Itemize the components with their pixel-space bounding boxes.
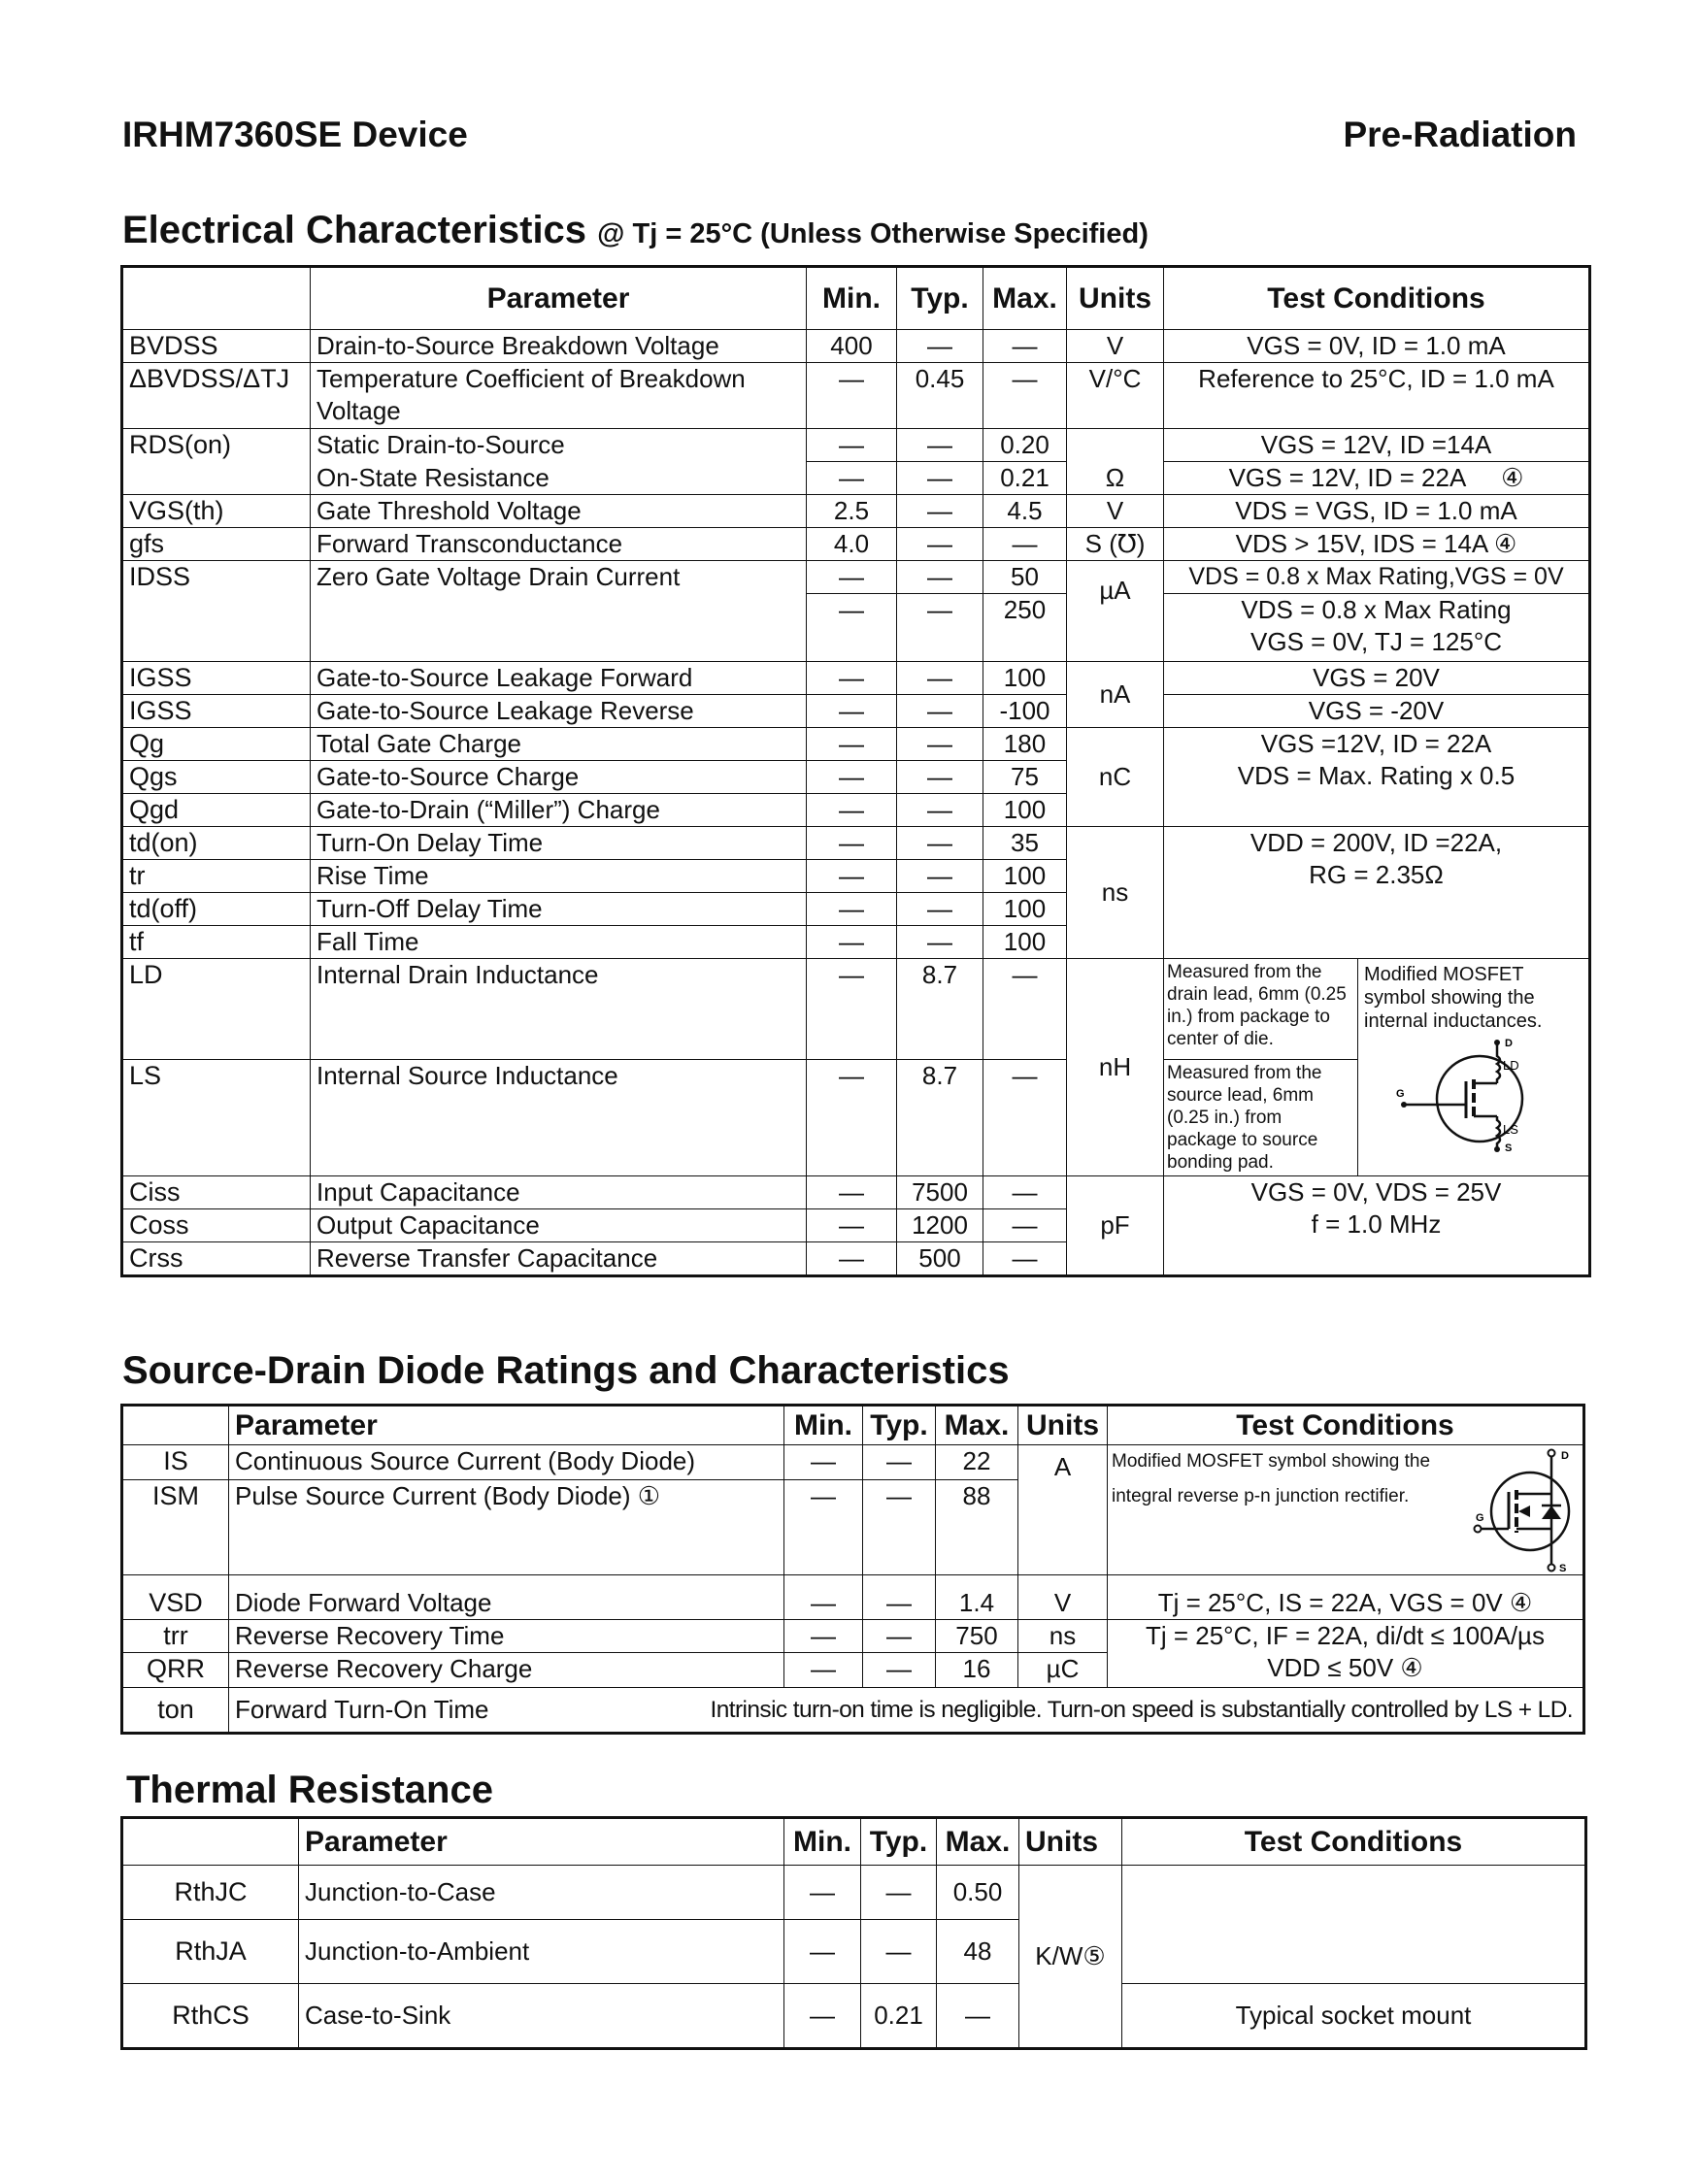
min-cell: — [784, 1866, 861, 1920]
header-units: Units [1067, 268, 1164, 330]
table-row [123, 1984, 1585, 2048]
header-min: Min. [807, 268, 897, 330]
max-cell: 100 [983, 860, 1067, 893]
typ-cell: — [897, 794, 983, 827]
units-cell: nH [1067, 959, 1164, 1176]
typ-cell: — [897, 594, 983, 662]
table-row [123, 695, 1589, 728]
label-s: S [1559, 1563, 1567, 1573]
condition-line: RG = 2.35Ω [1309, 860, 1444, 889]
parameter-cell: On-State Resistance [311, 462, 807, 495]
symbol-cell: Ciss [123, 1176, 311, 1209]
max-cell: 4.5 [983, 495, 1067, 528]
symbol-cell: gfs [123, 528, 311, 561]
header-max: Max. [983, 268, 1067, 330]
electrical-section-title [122, 209, 1149, 252]
condition-cell: Reference to 25°C, ID = 1.0 mA [1164, 363, 1589, 429]
max-cell: — [983, 959, 1067, 1060]
parameter-cell: Reverse Recovery Time [229, 1620, 784, 1653]
condition-cell: VDS > 15V, IDS = 14A ④ [1164, 528, 1589, 561]
units-cell: A [1018, 1445, 1108, 1575]
condition-line: VGS =12V, ID = 22A [1260, 729, 1492, 758]
condition-text: VGS = 12V, ID =14A [1260, 430, 1492, 459]
parameter-cell: Gate-to-Drain (“Miller”) Charge [311, 794, 807, 827]
max-cell: — [983, 528, 1067, 561]
symbol-cell: RDS(on) [123, 429, 311, 495]
gate-terminal [1401, 1102, 1407, 1108]
max-cell: 100 [983, 926, 1067, 959]
typ-cell: — [897, 330, 983, 363]
header-parameter: Parameter [311, 268, 807, 330]
units-cell: V/°C [1067, 363, 1164, 429]
typ-cell: 1200 [897, 1209, 983, 1242]
symbol-cell: Coss [123, 1209, 311, 1242]
device-title: IRHM7360SE Device [122, 115, 468, 154]
max-cell: 50 [983, 561, 1067, 594]
symbol-cell: ISM [123, 1480, 229, 1575]
symbol-cell: tr [123, 860, 311, 893]
condition-cell [1164, 594, 1589, 662]
min-cell: 2.5 [807, 495, 897, 528]
condition-cell: VGS = 20V [1164, 662, 1589, 695]
typ-cell: 0.21 [861, 1984, 937, 2048]
units-cell: nC [1067, 728, 1164, 827]
footnote-marker: ④ [1501, 463, 1524, 492]
min-cell: — [807, 462, 897, 495]
units-cell: V [1067, 495, 1164, 528]
label-ld: LD [1502, 1058, 1519, 1073]
min-cell: — [807, 1209, 897, 1242]
table-row [123, 561, 1589, 594]
symbol-cell: RthCS [123, 1984, 299, 2048]
parameter-cell: Static Drain-to-Source [311, 429, 807, 462]
max-cell: 250 [983, 594, 1067, 662]
parameter-cell: Temperature Coefficient of Breakdown Voltage [311, 363, 807, 429]
max-cell: 75 [983, 761, 1067, 794]
units-cell: V [1018, 1575, 1108, 1620]
label-g: G [1395, 1088, 1405, 1100]
symbol-cell: VGS(th) [123, 495, 311, 528]
symbol-cell: LS [123, 1060, 311, 1176]
table-row [123, 1445, 1583, 1480]
parameter-cell: Gate-to-Source Leakage Forward [311, 662, 807, 695]
typ-cell: — [861, 1866, 937, 1920]
parameter-cell: Turn-On Delay Time [311, 827, 807, 860]
table-row [123, 528, 1589, 561]
label-ls: LS [1502, 1122, 1518, 1137]
parameter-cell: Rise Time [311, 860, 807, 893]
max-cell: — [983, 363, 1067, 429]
table-row [123, 330, 1589, 363]
typ-cell: — [863, 1445, 936, 1480]
symbol-cell: LD [123, 959, 311, 1060]
gate-terminal [1475, 1526, 1482, 1533]
diode-header-row [123, 1406, 1583, 1445]
table-row [123, 429, 1589, 462]
typ-cell: — [897, 926, 983, 959]
table-row [123, 1575, 1583, 1620]
symbol-cell: IDSS [123, 561, 311, 662]
header-typ: Typ. [861, 1819, 937, 1866]
typ-cell: — [863, 1480, 936, 1575]
table-row [123, 827, 1589, 860]
symbol-cell: RthJA [123, 1920, 299, 1984]
typ-cell: — [897, 528, 983, 561]
symbol-cell: IGSS [123, 662, 311, 695]
condition-cell [1122, 1866, 1585, 1984]
header-min: Min. [784, 1819, 861, 1866]
max-cell: — [983, 330, 1067, 363]
diode-symbol-note [1112, 1449, 1461, 1509]
diode-symbol-cell [1108, 1445, 1583, 1575]
condition-cell: VGS = -20V [1164, 695, 1589, 728]
ton-note: Intrinsic turn-on time is negligible. Turn-on speed is substantially controlled by LS + LD. [710, 1697, 1573, 1723]
min-cell: — [807, 429, 897, 462]
typ-cell: 0.45 [897, 363, 983, 429]
ton-row-cell [229, 1688, 1583, 1733]
min-cell: — [807, 594, 897, 662]
symbol-cell: ton [123, 1688, 229, 1733]
source-terminal [1494, 1146, 1500, 1152]
condition-line: f = 1.0 MHz [1311, 1209, 1442, 1239]
thermal-section-title: Thermal Resistance [126, 1769, 493, 1811]
typ-cell: — [897, 429, 983, 462]
drain-terminal [1549, 1450, 1555, 1457]
min-cell: — [807, 363, 897, 429]
header-max: Max. [937, 1819, 1019, 1866]
condition-cell [1164, 462, 1589, 495]
typ-cell: — [897, 495, 983, 528]
condition-line: VDS = Max. Rating x 0.5 [1237, 761, 1516, 790]
min-cell: 400 [807, 330, 897, 363]
max-cell: 1.4 [936, 1575, 1018, 1620]
symbol-cell: td(off) [123, 893, 311, 926]
header-units: Units [1018, 1406, 1108, 1445]
inductance-symbol-cell [1358, 959, 1589, 1176]
label-d: D [1561, 1450, 1569, 1462]
condition-text: VGS = 12V, ID = 22A [1228, 463, 1465, 492]
condition-cell: VDS = 0.8 x Max Rating,VGS = 0V [1164, 561, 1589, 594]
condition-line: VDD ≤ 50V ④ [1267, 1653, 1423, 1682]
max-cell: 0.50 [937, 1866, 1019, 1920]
min-cell: — [807, 827, 897, 860]
parameter-cell: Forward Turn-On Time [235, 1695, 489, 1724]
electrical-header-row [123, 268, 1589, 330]
parameter-cell: Input Capacitance [311, 1176, 807, 1209]
parameter-cell: Fall Time [311, 926, 807, 959]
drain-terminal [1494, 1040, 1500, 1045]
max-cell: 35 [983, 827, 1067, 860]
parameter-cell: Output Capacitance [311, 1209, 807, 1242]
label-d: D [1504, 1038, 1513, 1049]
max-cell: 0.21 [983, 462, 1067, 495]
max-cell: 48 [937, 1920, 1019, 1984]
min-cell: — [784, 1620, 863, 1653]
condition-line: VGS = 0V, VDS = 25V [1250, 1177, 1502, 1207]
min-cell: 4.0 [807, 528, 897, 561]
max-cell: 16 [936, 1653, 1018, 1688]
typ-cell: 500 [897, 1242, 983, 1275]
channel-arrow [1518, 1506, 1530, 1517]
min-cell: — [784, 1575, 863, 1620]
condition-cell [1164, 429, 1589, 462]
body-diode [1542, 1506, 1561, 1519]
max-cell: 22 [936, 1445, 1018, 1480]
typ-cell: — [897, 561, 983, 594]
symbol-cell: ΔBVDSS/ΔTJ [123, 363, 311, 429]
min-cell: — [784, 1653, 863, 1688]
typ-cell: — [897, 662, 983, 695]
table-row [123, 495, 1589, 528]
symbol-cell: tf [123, 926, 311, 959]
source-inductor [1497, 1116, 1500, 1151]
header-parameter: Parameter [229, 1406, 784, 1445]
max-cell: 100 [983, 893, 1067, 926]
symbol-cell: Qgs [123, 761, 311, 794]
min-cell: — [807, 959, 897, 1060]
symbol-cell: trr [123, 1620, 229, 1653]
max-cell: 180 [983, 728, 1067, 761]
parameter-cell: Gate Threshold Voltage [311, 495, 807, 528]
parameter-cell: Continuous Source Current (Body Diode) [229, 1445, 784, 1480]
symbol-cell: RthJC [123, 1866, 299, 1920]
header-min: Min. [784, 1406, 863, 1445]
max-cell: — [983, 1209, 1067, 1242]
max-cell: 100 [983, 794, 1067, 827]
header-test-conditions: Test Conditions [1164, 268, 1589, 330]
source-terminal [1549, 1565, 1555, 1572]
max-cell: — [983, 1176, 1067, 1209]
max-cell: — [983, 1060, 1067, 1176]
min-cell: — [807, 662, 897, 695]
mosfet-diode-icon [1472, 1447, 1579, 1573]
table-row [123, 728, 1589, 761]
symbol-cell: IGSS [123, 695, 311, 728]
header-symbol [123, 1819, 299, 1866]
label-g: G [1476, 1512, 1484, 1524]
typ-cell: — [897, 827, 983, 860]
symbol-cell: Qgd [123, 794, 311, 827]
typ-cell: 8.7 [897, 959, 983, 1060]
symbol-cell: BVDSS [123, 330, 311, 363]
condition-cell: VDS = VGS, ID = 1.0 mA [1164, 495, 1589, 528]
parameter-cell: Internal Drain Inductance [311, 959, 807, 1060]
header-typ: Typ. [863, 1406, 936, 1445]
units-cell: K/W⑤ [1019, 1866, 1122, 2048]
parameter-cell: Reverse Transfer Capacitance [311, 1242, 807, 1275]
thermal-header-row [123, 1819, 1585, 1866]
typ-cell: — [861, 1920, 937, 1984]
table-row [123, 1176, 1589, 1209]
min-cell: — [807, 926, 897, 959]
max-cell: — [937, 1984, 1019, 2048]
table-row [123, 662, 1589, 695]
typ-cell: 8.7 [897, 1060, 983, 1176]
max-cell: -100 [983, 695, 1067, 728]
diode-symbol-note-line1: Modified MOSFET symbol showing the [1112, 1451, 1431, 1472]
header-units: Units [1019, 1819, 1122, 1866]
symbol-cell: VSD [123, 1575, 229, 1620]
condition-cell [1164, 1176, 1589, 1275]
units-cell: nA [1067, 662, 1164, 728]
parameter-cell: Gate-to-Source Leakage Reverse [311, 695, 807, 728]
table-row [123, 959, 1589, 1060]
min-cell: — [807, 1060, 897, 1176]
parameter-cell: Turn-Off Delay Time [311, 893, 807, 926]
min-cell: — [807, 728, 897, 761]
units-cell: ns [1067, 827, 1164, 959]
min-cell: — [807, 893, 897, 926]
diode-symbol-note-line2: integral reverse p-n junction rectifier. [1112, 1486, 1410, 1506]
header-symbol [123, 1406, 229, 1445]
table-row [123, 462, 1589, 495]
header-max: Max. [936, 1406, 1018, 1445]
condition-cell: Typical socket mount [1122, 1984, 1585, 2048]
units-cell: µC [1018, 1653, 1108, 1688]
typ-cell: — [897, 761, 983, 794]
mosfet-inductance-icon [1377, 1037, 1571, 1153]
symbol-cell: Qg [123, 728, 311, 761]
symbol-cell: QRR [123, 1653, 229, 1688]
header-typ: Typ. [897, 268, 983, 330]
table-row [123, 1688, 1583, 1733]
typ-cell: — [863, 1620, 936, 1653]
symbol-cell: td(on) [123, 827, 311, 860]
units-cell: S (℧) [1067, 528, 1164, 561]
diode-table [122, 1406, 1583, 1733]
header-parameter: Parameter [299, 1819, 784, 1866]
parameter-cell: Junction-to-Case [299, 1866, 784, 1920]
condition-cell: Tj = 25°C, IS = 22A, VGS = 0V ④ [1108, 1575, 1583, 1620]
header-test-conditions: Test Conditions [1108, 1406, 1583, 1445]
max-cell: — [983, 1242, 1067, 1275]
typ-cell: — [897, 860, 983, 893]
condition-line: VDD = 200V, ID =22A, [1249, 828, 1503, 857]
parameter-cell: Case-to-Sink [299, 1984, 784, 2048]
max-cell: 88 [936, 1480, 1018, 1575]
condition-cell [1164, 827, 1589, 959]
typ-cell: — [897, 728, 983, 761]
electrical-title: Electrical Characteristics [122, 209, 587, 251]
label-s: S [1504, 1142, 1512, 1153]
min-cell: — [807, 761, 897, 794]
units-cell: µA [1067, 561, 1164, 662]
condition-line: Tj = 25°C, IF = 22A, di/dt ≤ 100A/µs [1145, 1621, 1546, 1650]
condition-cell [1108, 1620, 1583, 1688]
min-cell: — [807, 794, 897, 827]
typ-cell: — [897, 695, 983, 728]
inductance-symbol-note: Modified MOSFET symbol showing the internal inductances. [1364, 964, 1543, 1032]
typ-cell: — [897, 893, 983, 926]
parameter-cell: Diode Forward Voltage [229, 1575, 784, 1620]
table-row [123, 1620, 1583, 1653]
parameter-cell: Drain-to-Source Breakdown Voltage [311, 330, 807, 363]
max-cell: 0.20 [983, 429, 1067, 462]
min-cell: — [807, 561, 897, 594]
min-cell: — [807, 695, 897, 728]
max-cell: 750 [936, 1620, 1018, 1653]
symbol-cell: Crss [123, 1242, 311, 1275]
units-cell: ns [1018, 1620, 1108, 1653]
units-cell: Ω [1067, 429, 1164, 495]
header-test-conditions: Test Conditions [1122, 1819, 1585, 1866]
parameter-cell: Total Gate Charge [311, 728, 807, 761]
electrical-subtitle: @ Tj = 25°C (Unless Otherwise Specified) [597, 218, 1149, 249]
units-cell: V [1067, 330, 1164, 363]
min-cell: — [807, 1176, 897, 1209]
parameter-cell: Zero Gate Voltage Drain Current [311, 561, 807, 662]
min-cell: — [807, 1242, 897, 1275]
parameter-cell: Internal Source Inductance [311, 1060, 807, 1176]
condition-cell: VGS = 0V, ID = 1.0 mA [1164, 330, 1589, 363]
min-cell: — [784, 1480, 863, 1575]
typ-cell: — [897, 462, 983, 495]
min-cell: — [784, 1445, 863, 1480]
table-row [123, 1866, 1585, 1920]
parameter-cell: Pulse Source Current (Body Diode) ① [229, 1480, 784, 1575]
thermal-table [122, 1818, 1585, 2048]
parameter-cell: Gate-to-Source Charge [311, 761, 807, 794]
max-cell: 100 [983, 662, 1067, 695]
drain-inductor [1497, 1044, 1500, 1083]
header-symbol [123, 268, 311, 330]
parameter-cell: Reverse Recovery Charge [229, 1653, 784, 1688]
typ-cell: 7500 [897, 1176, 983, 1209]
condition-cell [1164, 728, 1589, 827]
electrical-table [122, 267, 1589, 1275]
min-cell: — [784, 1920, 861, 1984]
units-cell: pF [1067, 1176, 1164, 1275]
drain-inductance-note: Measured from the drain lead, 6mm (0.25 in.) from package to center of die. [1164, 959, 1358, 1060]
parameter-cell: Junction-to-Ambient [299, 1920, 784, 1984]
condition-line: VDS = 0.8 x Max Rating [1241, 595, 1512, 624]
parameter-cell: Forward Transconductance [311, 528, 807, 561]
min-cell: — [784, 1984, 861, 2048]
source-inductance-note: Measured from the source lead, 6mm (0.25 in.) from package to source bonding pad. [1164, 1060, 1358, 1176]
symbol-cell: IS [123, 1445, 229, 1480]
diode-section-title: Source-Drain Diode Ratings and Characteristics [122, 1349, 1010, 1392]
typ-cell: — [863, 1575, 936, 1620]
condition-line: VGS = 0V, TJ = 125°C [1250, 627, 1502, 656]
table-row [123, 363, 1589, 429]
radiation-condition: Pre-Radiation [1343, 115, 1577, 154]
min-cell: — [807, 860, 897, 893]
typ-cell: — [863, 1653, 936, 1688]
